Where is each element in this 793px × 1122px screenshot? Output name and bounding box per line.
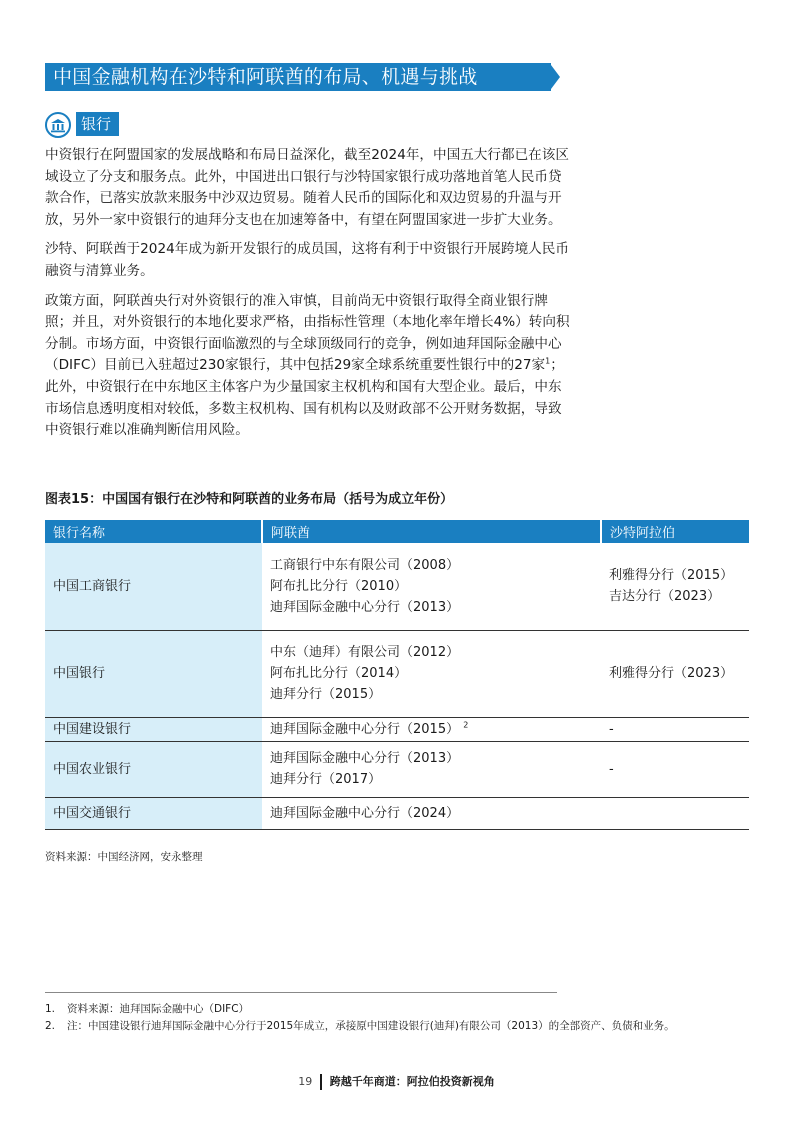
section-label: 银行 xyxy=(76,112,119,136)
saudi-cell xyxy=(601,543,749,630)
source-note: 资料来源：中国经济网，安永整理 xyxy=(45,851,203,863)
saudi-cell xyxy=(601,797,749,829)
header-bank: 银行名称 xyxy=(45,520,262,543)
footnote-divider xyxy=(45,992,557,993)
uae-cell xyxy=(262,797,601,829)
uae-branch-text: 迪拜国际金融中心分行（2015） xyxy=(270,721,460,737)
uae-branch: 迪拜国际金融中心分行（2024） xyxy=(270,805,460,821)
bank-name-cell: 中国交通银行 xyxy=(45,797,262,829)
uae-cell xyxy=(262,630,601,717)
table-header-row xyxy=(45,520,749,543)
table-row xyxy=(45,543,749,630)
bank-icon xyxy=(45,112,71,138)
saudi-branch: 吉达分行（2023） xyxy=(609,589,721,605)
page-title: 中国金融机构在沙特和阿联酋的布局、机遇与挑战 xyxy=(45,63,551,91)
footnote-2 xyxy=(45,1018,675,1035)
footnote-text: 注：中国建设银行迪拜国际金融中心分行于2015年成立，承接原中国建设银行(迪拜)有限公司（2013）的全部资产、负债和业务。 xyxy=(67,1020,675,1032)
paragraph-1: 中资银行在阿盟国家的发展战略和布局日益深化，截至2024年，中国五大行都已在该区域设立了分支和服务点。此外，中国进出口银行与沙特国家银行成功落地首笔人民币贷款合作，已落实放款来服务中沙双边贸易。随着人民币的国际化和双边贸易的升温与开放，另外一家中资银行的迪拜分支也在加速筹备中，有望在阿盟国家进一步扩大业务。 xyxy=(45,147,569,228)
uae-branch: 迪拜分行（2017） xyxy=(270,772,382,787)
uae-branch: 迪拜分行（2015） xyxy=(270,687,382,702)
page-footer xyxy=(0,1073,793,1090)
body-text xyxy=(45,145,570,450)
saudi-branch: - xyxy=(609,721,614,737)
uae-branch: 阿布扎比分行（2010） xyxy=(270,578,408,594)
publication-title: 跨越千年商道：阿拉伯投资新视角 xyxy=(329,1075,495,1088)
figure-title: 图表15：中国国有银行在沙特和阿联酋的业务布局（括号为成立年份） xyxy=(45,492,454,507)
paragraph-3-part2: ；此外，中资银行在中东地区主体客户为少量国家主权机构和国有大型企业。最后，中东市场信息透明度相对较低，多数主权机构、国有机构以及财政部不公开财务数据，导致中资银行难以准确判断信用风险。 xyxy=(45,357,564,439)
table-row xyxy=(45,741,749,797)
uae-branch xyxy=(270,719,593,740)
saudi-cell xyxy=(601,717,749,741)
header-saudi: 沙特阿拉伯 xyxy=(601,520,749,543)
saudi-branch: 利雅得分行（2015） xyxy=(609,568,734,584)
footnote-ref-2: 2 xyxy=(463,720,469,730)
footnote-text: 资料来源：迪拜国际金融中心（DIFC） xyxy=(67,1003,250,1015)
header-uae: 阿联酋 xyxy=(262,520,601,543)
footer-separator xyxy=(320,1074,322,1090)
paragraph-3 xyxy=(45,291,570,442)
bank-name-cell: 中国工商银行 xyxy=(45,543,262,630)
footnotes xyxy=(45,1001,675,1035)
uae-branch: 工商银行中东有限公司（2008） xyxy=(270,557,460,573)
paragraph-2: 沙特、阿联酋于2024年成为新开发银行的成员国，这将有利于中资银行开展跨境人民币融资与清算业务。 xyxy=(45,241,569,279)
bank-name-cell: 中国银行 xyxy=(45,630,262,717)
uae-cell xyxy=(262,717,601,741)
title-arrow-decoration xyxy=(551,65,560,89)
paragraph-3-part1: 政策方面，阿联酋央行对外资银行的准入审慎，目前尚无中资银行取得全商业银行牌照；并且，对外资银行的本地化要求严格，由指标性管理（本地化率年增长4%）转向积分制。市场方面，中资银行面临激烈的与全球顶级同行的竞争，例如迪拜国际金融中心（DIFC）目前已入驻超过230家银行，其中包括29家全球系统重要性银行中的27家 xyxy=(45,292,570,374)
uae-branch: 阿布扎比分行（2014） xyxy=(270,666,408,681)
uae-branch: 迪拜国际金融中心分行（2013） xyxy=(270,751,460,766)
saudi-branch: 利雅得分行（2023） xyxy=(609,666,734,681)
saudi-branch: - xyxy=(609,761,614,777)
bank-name-cell: 中国农业银行 xyxy=(45,741,262,797)
footnote-number: 2. xyxy=(45,1020,56,1032)
uae-branch: 迪拜国际金融中心分行（2013） xyxy=(270,599,460,615)
bank-name-cell: 中国建设银行 xyxy=(45,717,262,741)
table-row xyxy=(45,717,749,741)
uae-cell xyxy=(262,543,601,630)
footnote-number: 1. xyxy=(45,1003,56,1015)
bank-table xyxy=(45,520,749,830)
footnote-ref-1: 1 xyxy=(545,356,551,366)
table-row xyxy=(45,630,749,717)
footnote-1 xyxy=(45,1001,675,1018)
table-row xyxy=(45,797,749,829)
uae-cell xyxy=(262,741,601,797)
saudi-cell xyxy=(601,630,749,717)
page-number: 19 xyxy=(298,1075,313,1088)
saudi-cell xyxy=(601,741,749,797)
uae-branch: 中东（迪拜）有限公司（2012） xyxy=(270,645,460,660)
